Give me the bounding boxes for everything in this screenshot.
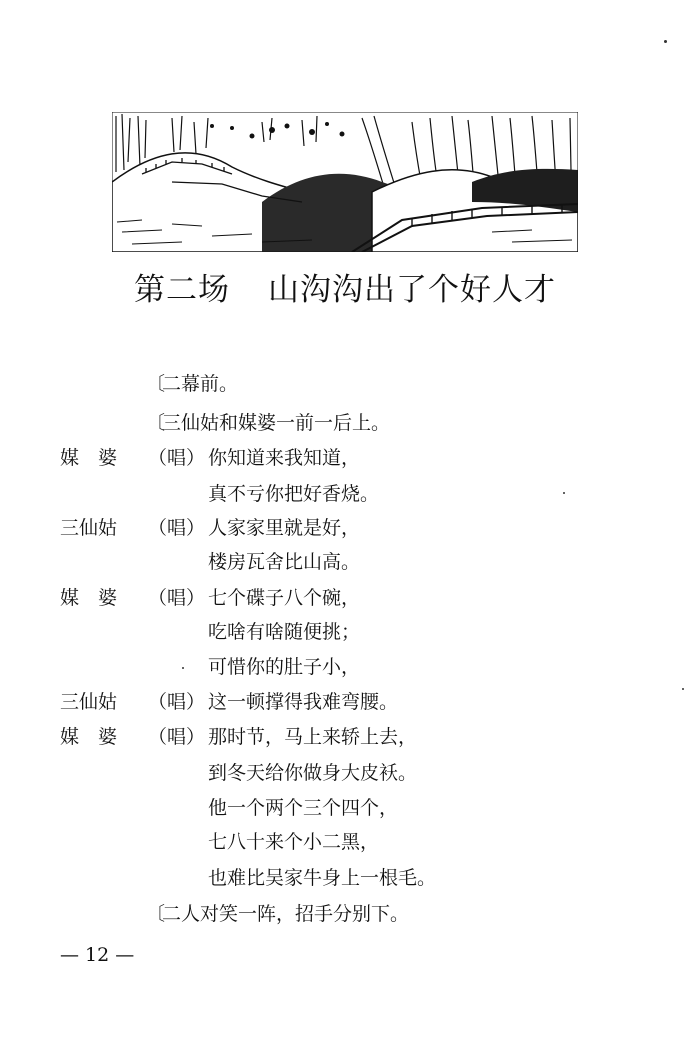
lyric-line: 楼房瓦舍比山高。 [208, 551, 361, 573]
scene-number: 第二场 [134, 272, 230, 308]
speaker-name: 三仙姑 [60, 691, 118, 713]
singing-cue: （唱） [148, 691, 206, 713]
stage-direction [146, 902, 409, 926]
speaker-name: 媒 婆 [60, 587, 118, 609]
speaker-name: 三仙姑 [60, 517, 118, 539]
direction-bracket: 〔 [146, 903, 166, 925]
scene-heading [0, 264, 690, 309]
stage-direction [146, 411, 390, 435]
direction-text: 三仙姑和媒婆一前一后上。 [162, 412, 391, 434]
singing-cue: （唱） [148, 587, 206, 609]
direction-text: 二幕前。 [162, 373, 239, 395]
direction-text: 二人对笑一阵，招手分别下。 [162, 903, 410, 925]
singing-cue: （唱） [148, 447, 206, 469]
singing-cue: （唱） [148, 726, 206, 748]
singing-cue: （唱） [148, 517, 206, 539]
direction-bracket: 〔 [146, 412, 166, 434]
scan-speck [682, 688, 684, 690]
mountain-village-illustration [112, 112, 578, 252]
scene-title: 山沟沟出了个好人才 [268, 272, 556, 308]
scan-speck [664, 40, 667, 43]
page-number: — 12 — [60, 944, 135, 966]
scan-speck [182, 667, 184, 669]
direction-bracket: 〔 [146, 373, 166, 395]
speaker-name: 媒 婆 [60, 726, 118, 748]
lyric-line: 那时节，马上来轿上去， [208, 726, 418, 748]
stage-direction [146, 372, 238, 396]
lyric-line: 到冬天给你做身大皮袄。 [208, 762, 418, 784]
lyric-line: 这一顿撑得我难弯腰。 [208, 691, 399, 713]
speaker-name: 媒 婆 [60, 447, 118, 469]
lyric-line: 七个碟子八个碗， [208, 587, 361, 609]
lyric-line: 七八十来个小二黑， [208, 831, 380, 853]
lyric-line: 他一个两个三个四个， [208, 797, 399, 819]
lyric-line: 你知道来我知道， [208, 447, 361, 469]
lyric-line: 可惜你的肚子小， [208, 656, 361, 678]
lyric-line: 也难比吴家牛身上一根毛。 [208, 867, 437, 889]
lyric-line: 真不亏你把好香烧。 [208, 483, 380, 505]
scan-speck [563, 492, 565, 494]
lyric-line: 吃啥有啥随便挑； [208, 621, 361, 643]
lyric-line: 人家家里就是好， [208, 517, 361, 539]
